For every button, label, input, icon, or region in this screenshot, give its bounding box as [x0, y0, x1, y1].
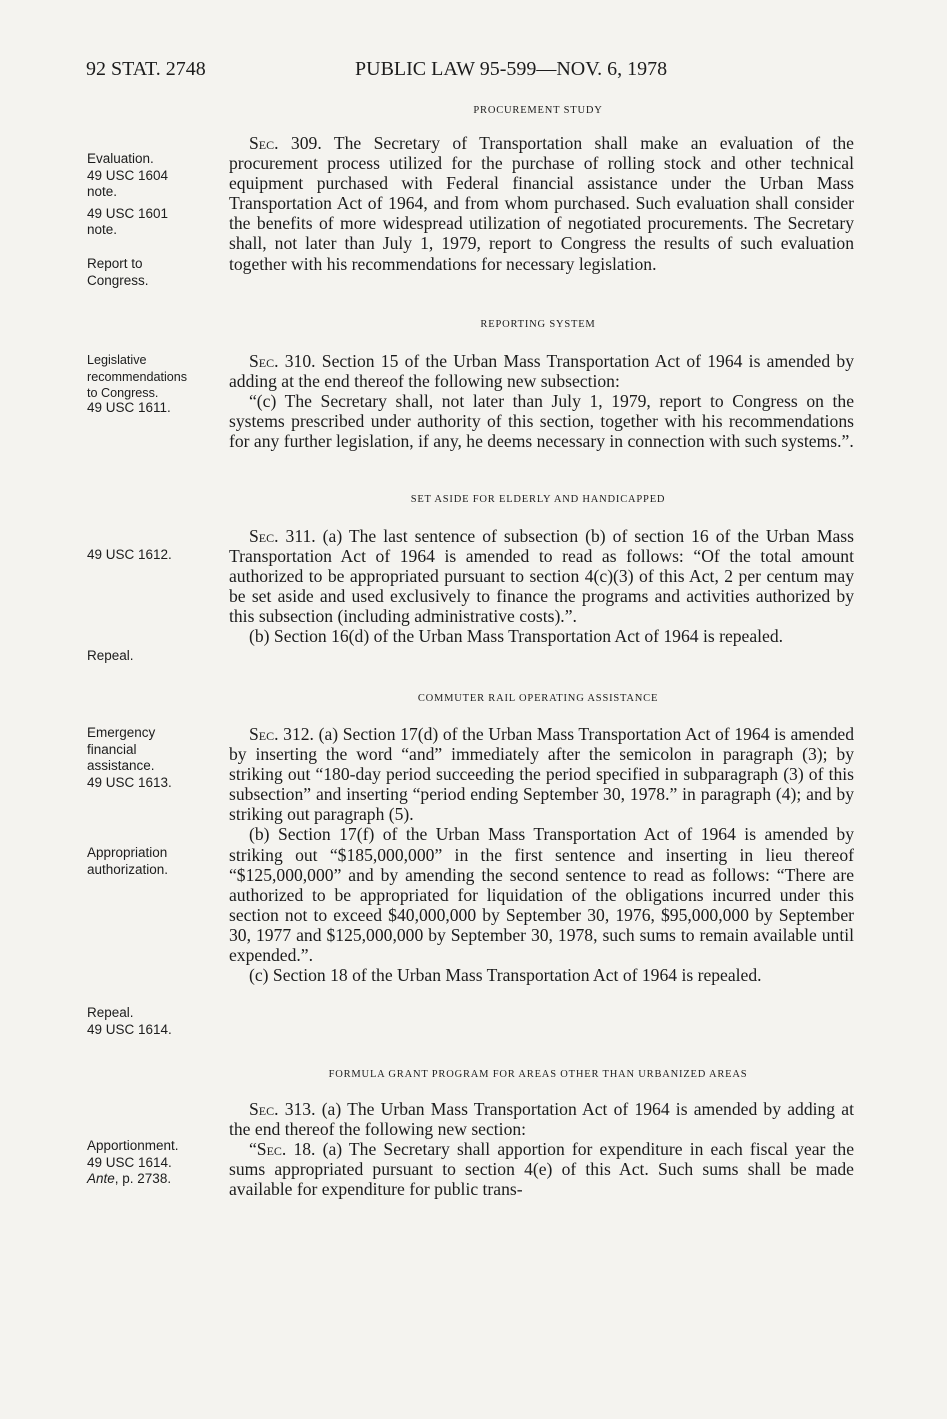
- section-311-b: (b) Section 16(d) of the Urban Mass Transportation Act of 1964 is repealed.: [249, 626, 784, 647]
- margin-note-line: financial: [87, 741, 137, 757]
- margin-note-line: note.: [87, 184, 118, 199]
- quoted-section-label: “Sec. 18.: [249, 1139, 316, 1160]
- margin-note-apportionment: [87, 1138, 212, 1188]
- statute-page-number: 92 STAT. 2748: [86, 58, 206, 80]
- section-text: (a) The last sentence of subsection (b) of section 16 of the Urban Mass Transportation Act of 1964 is amended to read as follows: “Of the total amount authorized to be appropriated pursuant to section 4(c)(3) of this Act, 2 per centum may be set aside and used exclusively to finance the programs and activities authorized by this subsection (including administrative costs).”.: [229, 526, 854, 627]
- heading-formula-grant: FORMULA GRANT PROGRAM FOR AREAS OTHER THAN URBANIZED AREAS: [328, 1069, 748, 1080]
- section-312-c: (c) Section 18 of the Urban Mass Transportation Act of 1964 is repealed.: [249, 965, 762, 986]
- margin-note-repeal-1614: [87, 1005, 212, 1038]
- margin-note-line: assistance.: [87, 758, 155, 773]
- section-309: [229, 133, 854, 274]
- margin-note-line: to Congress.: [87, 386, 159, 400]
- margin-note-line: Repeal.: [87, 1005, 134, 1020]
- margin-note-line: Repeal.: [87, 648, 134, 663]
- margin-note-line: 49 USC 1601: [87, 205, 169, 221]
- heading-procurement-study: PROCUREMENT STUDY: [473, 105, 603, 116]
- section-309-paragraph: [229, 133, 854, 274]
- heading-set-aside: SET ASIDE FOR ELDERLY AND HANDICAPPED: [410, 494, 666, 505]
- section-label: Sec. 312.: [249, 724, 314, 744]
- margin-note-line: authorization.: [87, 861, 169, 877]
- section-311: [229, 526, 854, 647]
- margin-note-emergency: [87, 725, 212, 791]
- section-311-a: [229, 526, 854, 626]
- section-313: [229, 1099, 854, 1199]
- quoted-section-text: (a) The Secretary shall apportion for expenditure in each fiscal year the sums appropriated pursuant to section 4(e) of this Act. Such sums shall be made available for expenditure for public trans-: [229, 1139, 854, 1200]
- heading-reporting-system: REPORTING SYSTEM: [480, 319, 596, 330]
- section-text: (a) Section 17(d) of the Urban Mass Transportation Act of 1964 is amended by inserting the word “and” immediately after the semicolon in paragraph (3); by striking out “180-day period succeeding the period specified in subparagraph (3) of this subsection” and inserting “period ending September 30, 1978.” in paragraph (4); and by striking out paragraph (5).: [229, 724, 854, 825]
- margin-note-line: Emergency: [87, 725, 156, 740]
- section-310-quote: “(c) The Secretary shall, not later than July 1, 1979, report to Congress on the systems prescribed under authority of this section, together with his recommendations for any further legislation, if any, he deems necessary in connection with such systems.”.: [229, 391, 854, 452]
- margin-note-appropriation: [87, 845, 212, 878]
- section-label: Sec. 311.: [249, 526, 316, 546]
- section-label: Sec. 309.: [249, 133, 322, 153]
- margin-note-cross-reference: [87, 1171, 212, 1188]
- section-text: Section 15 of the Urban Mass Transportation Act of 1964 is amended by adding at the end thereof the following new subsection:: [229, 351, 854, 392]
- margin-note-line: 49 USC 1614.: [87, 1154, 172, 1170]
- margin-note-report: [87, 256, 212, 289]
- section-310-paragraph: [229, 351, 854, 391]
- margin-note-legislative: [87, 352, 212, 416]
- margin-note-evaluation: [87, 151, 212, 239]
- section-313-a: [229, 1099, 854, 1139]
- margin-note-line: Apportionment.: [87, 1138, 179, 1153]
- margin-note-line: 49 USC 1612.: [87, 547, 172, 562]
- margin-note-line: 49 USC 1614.: [87, 1021, 172, 1037]
- margin-note-line: Report to: [87, 256, 143, 271]
- margin-note-line: Evaluation.: [87, 151, 154, 166]
- section-text: (a) The Urban Mass Transportation Act of 1964 is amended by adding at the end thereof the following new section:: [229, 1099, 854, 1140]
- margin-note-line: 49 USC 1613.: [87, 774, 172, 790]
- margin-note-usc-1612: [87, 547, 212, 564]
- margin-note-line: Legislative: [87, 353, 147, 367]
- heading-commuter-rail: COMMUTER RAIL OPERATING ASSISTANCE: [417, 693, 659, 704]
- section-312-a: [229, 724, 854, 824]
- section-text: The Secretary of Transportation shall make an evaluation of the procurement process utilized for the purchase of rolling stock and other technical equipment purchased with Federal financial assistance under the Urban Mass Transportation Act of 1964, and from whom purchased. Such evaluation shall consider the benefits of more widespread utilization of negotiated procurements. The Secretary shall, not later than July 1, 1979, report to Congress the results of such evaluation together with his recommendations for necessary legislation.: [229, 133, 854, 274]
- margin-note-ante: Ante: [87, 1171, 115, 1186]
- margin-note-line: 49 USC 1604: [87, 167, 169, 183]
- margin-note-line: Congress.: [87, 272, 149, 288]
- section-label: Sec. 310.: [249, 351, 316, 371]
- margin-note-page: , p. 2738.: [114, 1171, 172, 1186]
- margin-note-repeal: [87, 648, 212, 665]
- margin-note-line: note.: [87, 222, 118, 237]
- section-312-b: (b) Section 17(f) of the Urban Mass Transportation Act of 1964 is amended by striking out “$185,000,000” in the first sentence and inserting in lieu thereof “$125,000,000” and by amending the second sentence to read as follows: “There are authorized to be appropriated for liquidation of the obligations incurred under this section not to exceed $40,000,000 by September 30, 1976, $95,000,000 by September 30, 1977 and $125,000,000 by September 30, 1978, such sums to remain available until expended.”.: [229, 824, 854, 966]
- margin-note-line: 49 USC 1611.: [87, 399, 171, 415]
- page-title: PUBLIC LAW 95-599—NOV. 6, 1978: [355, 58, 668, 80]
- section-313-quote: [229, 1139, 854, 1199]
- margin-note-line: Appropriation: [87, 845, 168, 860]
- margin-note-line: recommendations: [87, 369, 188, 384]
- section-310: [229, 351, 854, 451]
- section-label: Sec. 313.: [249, 1099, 316, 1119]
- section-312: [229, 724, 854, 985]
